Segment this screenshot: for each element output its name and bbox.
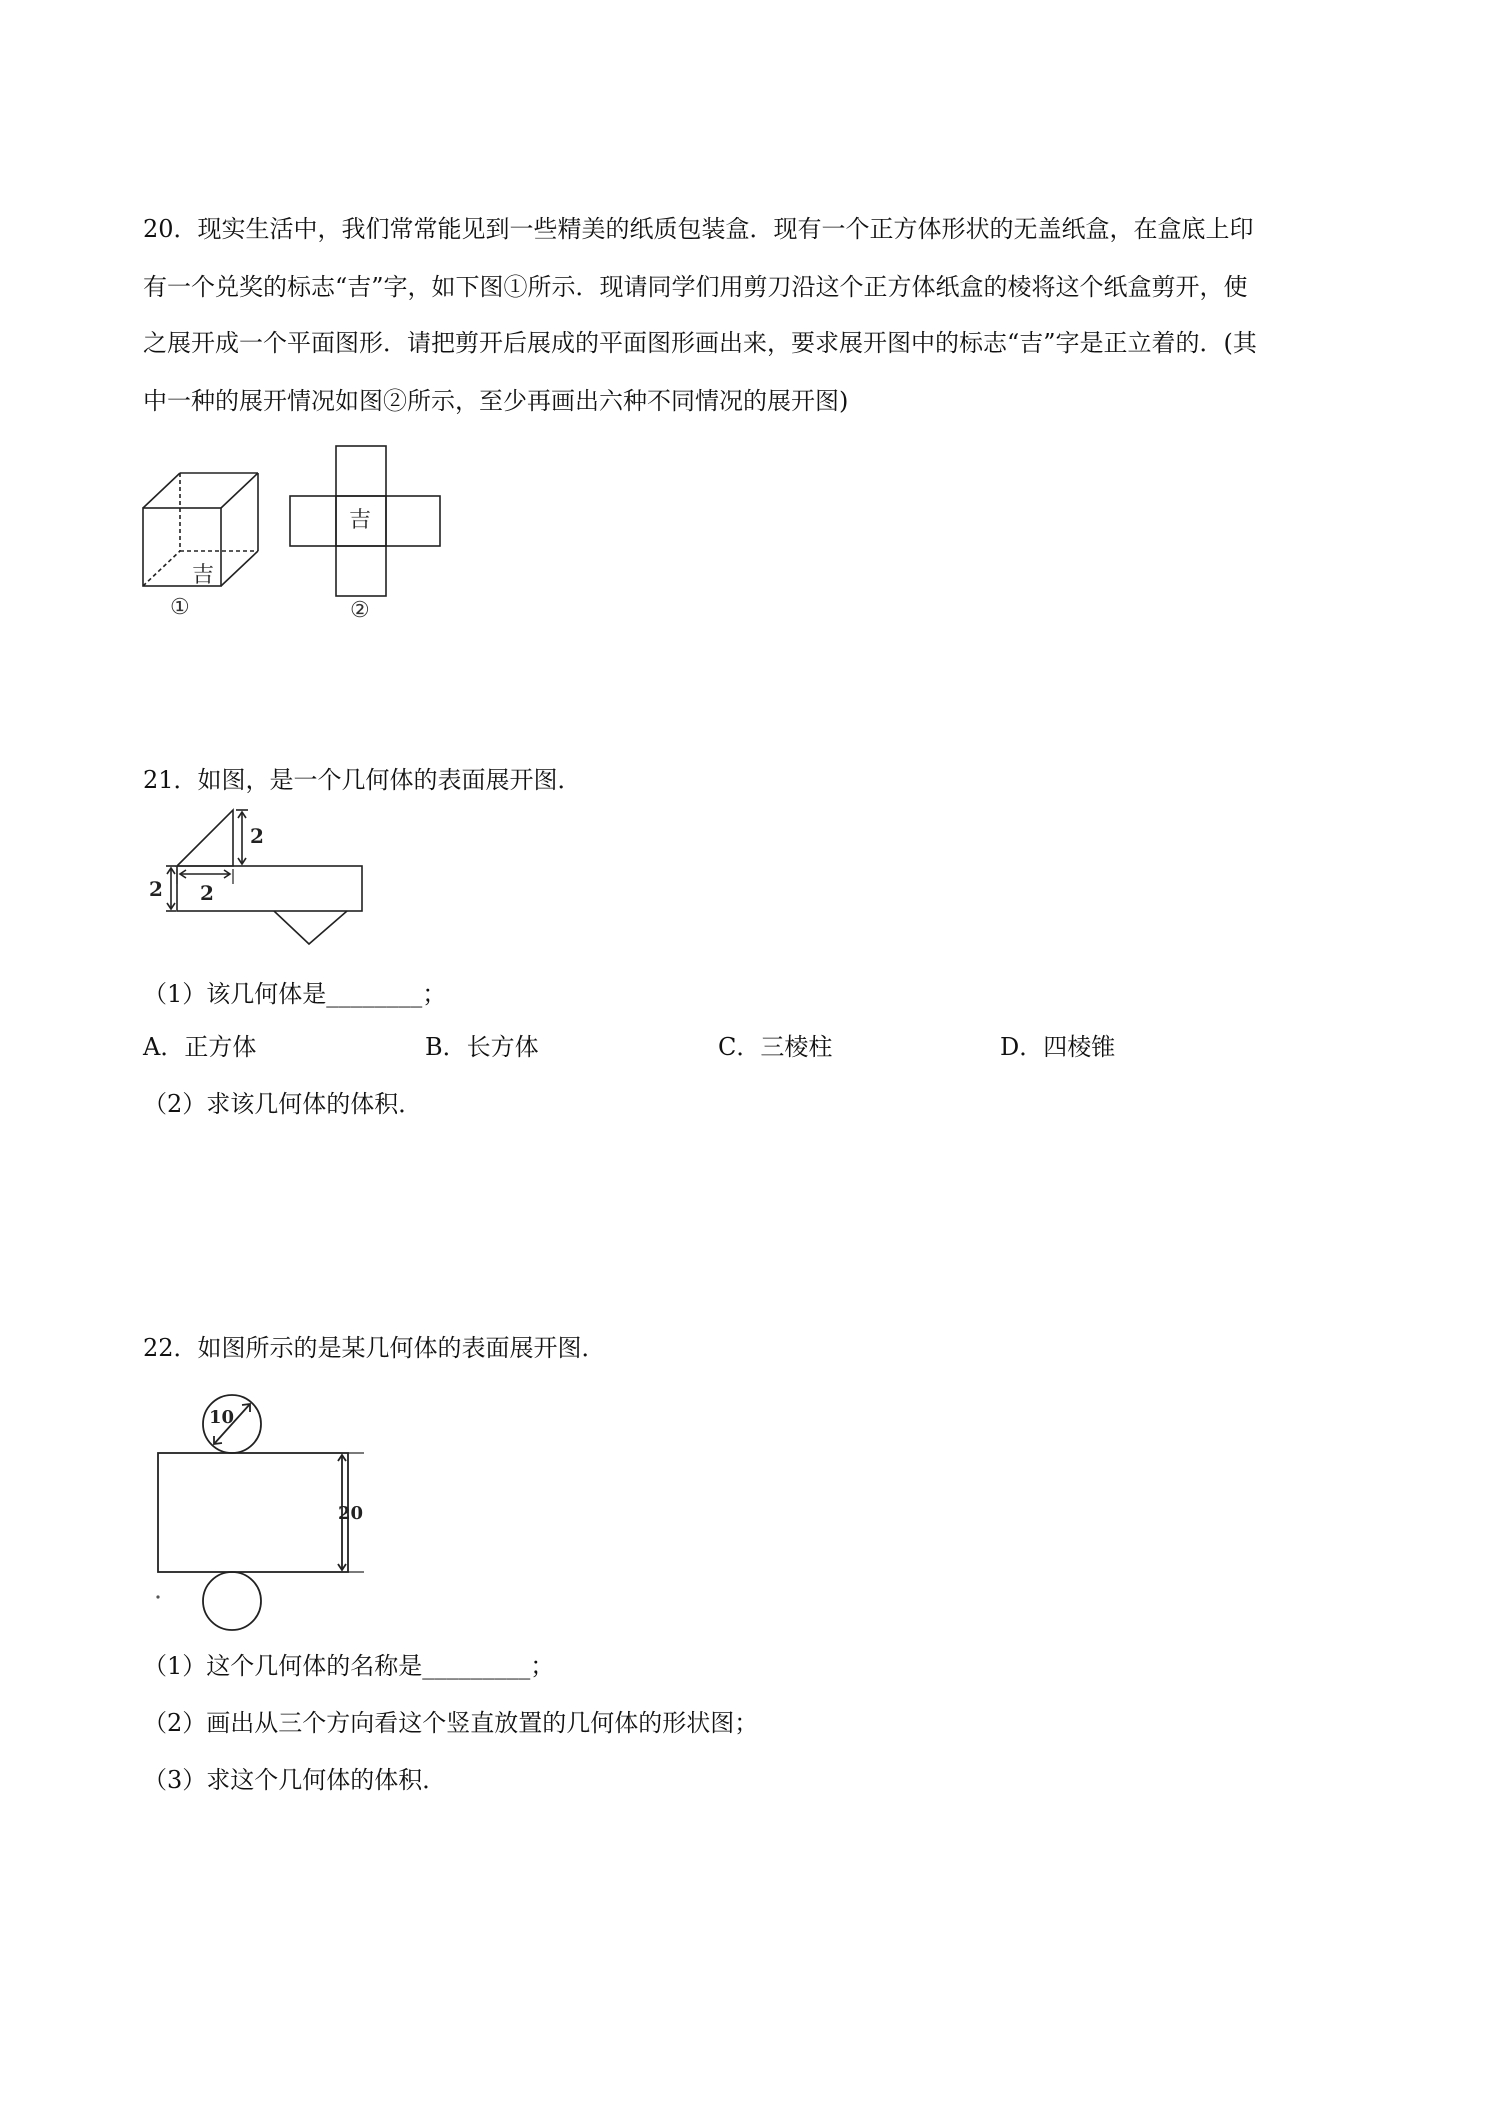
q22-title: 22．如图所示的是某几何体的表面展开图． bbox=[143, 1334, 606, 1362]
prism-net-figure bbox=[144, 806, 364, 966]
net-bottom-square bbox=[336, 546, 386, 596]
q21-part1: （1）该几何体是________； bbox=[143, 980, 447, 1008]
q20-line-2: 有一个兑奖的标志“吉”字，如下图①所示．现请同学们用剪刀沿这个正方体纸盒的棱将这个纸盒剪开，使 bbox=[143, 273, 1248, 301]
diameter-label: 10 bbox=[209, 1407, 235, 1428]
q21-option-a: A．正方体 bbox=[143, 1033, 257, 1061]
scan-speck bbox=[156, 1595, 159, 1598]
net-top-triangle bbox=[177, 810, 233, 866]
net-ji-char: 吉 bbox=[349, 508, 372, 533]
q21-option-b: B．长方体 bbox=[425, 1033, 539, 1061]
q21-title: 21．如图，是一个几何体的表面展开图． bbox=[143, 766, 582, 794]
dim-vertical-label: 2 bbox=[250, 824, 264, 848]
height-label: 20 bbox=[338, 1503, 364, 1524]
cube-figure bbox=[140, 470, 260, 620]
q20-line-4: 中一种的展开情况如图②所示，至少再画出六种不同情况的展开图) bbox=[143, 387, 849, 415]
cube-ji-char: 吉 bbox=[192, 563, 215, 588]
dim-left-label: 2 bbox=[149, 877, 163, 901]
q22-part2: （2）画出从三个方向看这个竖直放置的几何体的形状图； bbox=[143, 1709, 759, 1737]
q22-part3: （3）求这个几何体的体积． bbox=[143, 1766, 447, 1794]
cube-net-figure bbox=[288, 444, 444, 624]
q22-part1: （1）这个几何体的名称是_________； bbox=[143, 1652, 555, 1680]
dim-horizontal-label: 2 bbox=[200, 881, 214, 905]
q20-line-1: 20．现实生活中，我们常常能见到一些精美的纸质包装盒．现有一个正方体形状的无盖纸盒，在盒底上印 bbox=[143, 215, 1254, 243]
net-top-square bbox=[336, 446, 386, 496]
cylinder-net-figure bbox=[150, 1386, 370, 1626]
q21-option-c: C．三棱柱 bbox=[718, 1033, 833, 1061]
net-cylinder-rectangle bbox=[158, 1453, 348, 1572]
q20-line-3: 之展开成一个平面图形．请把剪开后展成的平面图形画出来，要求展开图中的标志“吉”字是正立着的．(其 bbox=[143, 329, 1257, 357]
net-bottom-circle bbox=[203, 1572, 261, 1630]
net-left-square bbox=[290, 496, 336, 546]
q21-option-d: D．四棱锥 bbox=[1000, 1033, 1116, 1061]
net-right-square bbox=[386, 496, 440, 546]
figure-2-label: ② bbox=[350, 598, 370, 623]
figure-1-label: ① bbox=[170, 595, 190, 620]
q21-part2: （2）求该几何体的体积． bbox=[143, 1090, 423, 1118]
net-bottom-triangle bbox=[274, 911, 347, 944]
